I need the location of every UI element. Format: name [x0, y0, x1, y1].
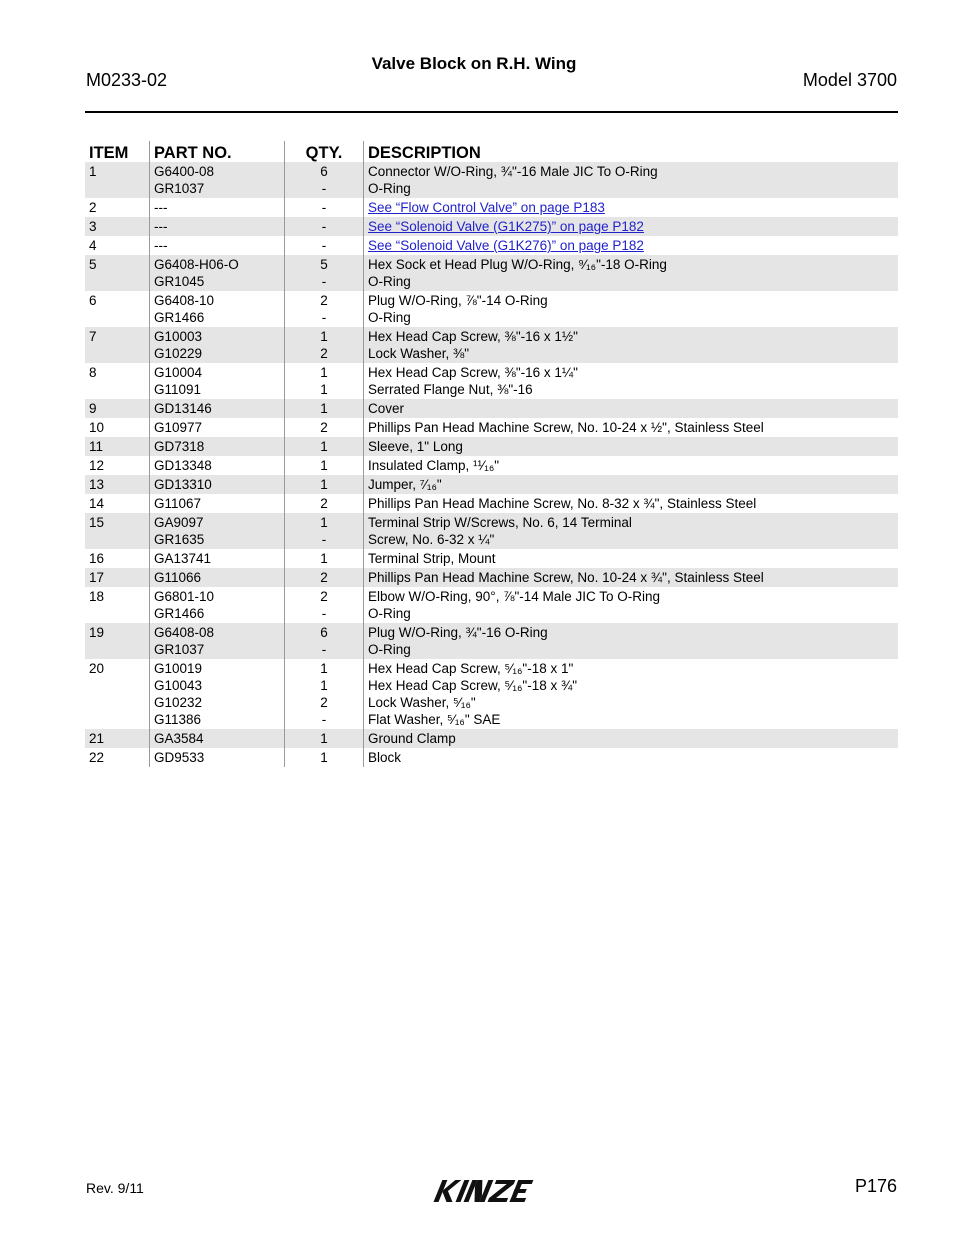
part-number: G10004 [154, 365, 203, 380]
quantity: 1 [320, 515, 328, 530]
quantity: 1 [320, 661, 328, 676]
quantity: 1 [320, 731, 328, 746]
quantity: 2 [320, 570, 328, 585]
item-number-cell: 7 [85, 327, 150, 363]
item-number-cell: 9 [85, 399, 150, 418]
item-number-cell: 2 [89, 200, 97, 215]
part-number: --- [154, 238, 168, 253]
description-cell [364, 437, 899, 456]
part-number: G11386 [154, 712, 202, 727]
description-line: Lock Washer, ⁵⁄₁₆" [368, 695, 476, 710]
quantity-cell [285, 568, 364, 587]
quantity: 1 [320, 458, 328, 473]
description-line: Terminal Strip, Mount [368, 551, 496, 566]
item-number-cell: 14 [89, 496, 105, 511]
part-number: GR1045 [154, 274, 205, 289]
part-number: G10232 [154, 695, 203, 710]
description-line: Phillips Pan Head Machine Screw, No. 8-32 x ¾", Stainless Steel [368, 496, 757, 511]
part-number-cell [150, 729, 285, 748]
quantity-cell [285, 236, 364, 255]
description-line: Terminal Strip W/Screws, No. 6, 14 Terminal [368, 515, 632, 530]
description-cell [364, 549, 899, 568]
description-cell [364, 255, 899, 291]
description-cell [364, 198, 899, 217]
page-number: P176 [854, 1176, 897, 1196]
quantity: - [321, 219, 327, 234]
quantity-cell [285, 456, 364, 475]
item-number-cell: 17 [85, 568, 150, 587]
description-cell [364, 327, 899, 363]
cross-reference-link[interactable]: See “Flow Control Valve” on page P183 [368, 200, 605, 215]
item-number-cell: 16 [89, 551, 105, 566]
part-number: GA3584 [154, 731, 204, 746]
quantity-cell [285, 217, 364, 236]
quantity-cell [285, 587, 364, 623]
item-number-cell: 1 [85, 162, 150, 198]
table-row [85, 623, 898, 659]
part-number-cell [150, 748, 285, 767]
part-number: GR1037 [154, 642, 205, 657]
part-number: GR1466 [154, 606, 205, 621]
part-number-cell [150, 549, 285, 568]
description-line: O-Ring [368, 642, 411, 657]
description-line: O-Ring [368, 606, 411, 621]
table-row [85, 399, 898, 418]
cross-reference-link[interactable]: See “Solenoid Valve (G1K276)” on page P182 [368, 238, 644, 253]
table-row [85, 291, 898, 327]
part-number: --- [154, 219, 168, 234]
quantity: 1 [320, 551, 328, 566]
quantity-cell [285, 475, 364, 494]
part-number-cell [150, 659, 285, 729]
part-number-cell [150, 587, 285, 623]
quantity-cell [285, 363, 364, 399]
description-line: O-Ring [368, 310, 411, 325]
quantity: 6 [320, 164, 328, 179]
table-row [85, 437, 898, 456]
part-number: G11091 [154, 382, 202, 397]
part-number-cell [150, 327, 285, 363]
part-number: G10019 [154, 661, 203, 676]
part-number: G11066 [154, 570, 202, 585]
column-header-description: DESCRIPTION [364, 141, 899, 162]
part-number: G10043 [154, 678, 203, 693]
part-number: G6408-08 [154, 625, 215, 640]
quantity: 2 [320, 346, 328, 361]
quantity: 2 [320, 695, 328, 710]
part-number: G6400-08 [154, 164, 215, 179]
parts-table-body [85, 162, 898, 767]
table-row [85, 659, 898, 729]
description-line: Hex Head Cap Screw, ⅜"-16 x 1¼" [368, 365, 578, 380]
quantity: - [321, 310, 327, 325]
description-cell [364, 418, 899, 437]
table-header-row [85, 141, 898, 162]
table-row [85, 217, 898, 236]
column-header-part-no: PART NO. [150, 141, 285, 162]
table-row [85, 549, 898, 568]
description-cell [364, 217, 899, 236]
description-line: Hex Head Cap Screw, ⅜"-16 x 1½" [368, 329, 578, 344]
description-cell [364, 162, 899, 198]
quantity-cell [285, 623, 364, 659]
description-line: Block [368, 750, 402, 765]
description-cell [364, 475, 899, 494]
part-number: G6801-10 [154, 589, 215, 604]
page-title: Valve Block on R.H. Wing [371, 54, 577, 73]
quantity: 5 [320, 257, 328, 272]
description-line: Ground Clamp [368, 731, 456, 746]
part-number: GR1037 [154, 181, 205, 196]
table-row [85, 327, 898, 363]
description-cell [364, 513, 899, 549]
description-line: Insulated Clamp, ¹¹⁄₁₆" [368, 458, 500, 473]
table-row [85, 729, 898, 748]
description-cell [364, 236, 899, 255]
part-number-cell [150, 475, 285, 494]
table-row [85, 568, 898, 587]
part-number: GR1635 [154, 532, 205, 547]
quantity: 1 [320, 678, 328, 693]
item-number-cell: 21 [85, 729, 150, 748]
description-line: Jumper, ⁷⁄₁₆" [368, 477, 442, 492]
item-number-cell: 3 [85, 217, 150, 236]
description-line: Hex Head Cap Screw, ⁵⁄₁₆"-18 x 1" [368, 661, 574, 676]
quantity-cell [285, 748, 364, 767]
item-number-cell: 11 [85, 437, 150, 456]
quantity-cell [285, 399, 364, 418]
table-row [85, 236, 898, 255]
part-number: G11067 [154, 496, 202, 511]
description-cell [364, 399, 899, 418]
part-number: G6408-H06-O [154, 257, 239, 272]
part-number-cell [150, 363, 285, 399]
description-cell [364, 291, 899, 327]
column-header-item: ITEM [89, 144, 129, 162]
quantity-cell [285, 418, 364, 437]
part-number: G10229 [154, 346, 203, 361]
kinze-logo [430, 1176, 552, 1206]
description-line: Phillips Pan Head Machine Screw, No. 10-24 x ½", Stainless Steel [368, 420, 764, 435]
quantity: - [321, 606, 327, 621]
quantity-cell [285, 729, 364, 748]
description-line: Hex Sock et Head Plug W/O-Ring, ⁹⁄₁₆"-18 O-Ring [368, 257, 667, 272]
part-number-cell [150, 623, 285, 659]
part-number: GD9533 [154, 750, 205, 765]
parts-table [85, 141, 898, 767]
quantity: - [321, 712, 327, 727]
item-number-cell: 22 [89, 750, 105, 765]
item-number-cell: 4 [89, 238, 97, 253]
cross-reference-link[interactable]: See “Solenoid Valve (G1K275)” on page P182 [368, 219, 644, 234]
quantity-cell [285, 437, 364, 456]
part-number: GD13310 [154, 477, 212, 492]
quantity-cell [285, 291, 364, 327]
table-row [85, 475, 898, 494]
description-line: Cover [368, 401, 405, 416]
description-cell [364, 659, 899, 729]
item-number-cell: 20 [89, 661, 105, 676]
item-number-cell: 8 [89, 365, 97, 380]
description-line: Plug W/O-Ring, ⅞"-14 O-Ring [368, 293, 548, 308]
description-line: Connector W/O-Ring, ¾"-16 Male JIC To O-Ring [368, 164, 658, 179]
description-line: Plug W/O-Ring, ¾"-16 O-Ring [368, 625, 548, 640]
part-number: --- [154, 200, 168, 215]
quantity-cell [285, 255, 364, 291]
description-line: Hex Head Cap Screw, ⁵⁄₁₆"-18 x ¾" [368, 678, 578, 693]
quantity: 2 [320, 293, 328, 308]
table-row [85, 162, 898, 198]
table-row [85, 198, 898, 217]
part-number-cell [150, 162, 285, 198]
description-line: O-Ring [368, 181, 411, 196]
quantity: - [321, 181, 327, 196]
description-line: Lock Washer, ⅜" [368, 346, 470, 361]
description-cell [364, 748, 899, 767]
part-number-cell [150, 437, 285, 456]
description-cell [364, 568, 899, 587]
part-number-cell [150, 568, 285, 587]
description-cell [364, 456, 899, 475]
description-line: Screw, No. 6-32 x ¼" [368, 532, 495, 547]
quantity: 1 [320, 401, 328, 416]
part-number: G10003 [154, 329, 203, 344]
table-row [85, 748, 898, 767]
part-number-cell [150, 399, 285, 418]
table-row [85, 255, 898, 291]
quantity-cell [285, 494, 364, 513]
quantity: 1 [320, 750, 328, 765]
quantity: 1 [320, 365, 328, 380]
quantity: 1 [320, 329, 328, 344]
part-number: GD7318 [154, 439, 205, 454]
item-number-cell: 19 [85, 623, 150, 659]
part-number: G6408-10 [154, 293, 215, 308]
revision-label: Rev. 9/11 [86, 1180, 144, 1196]
quantity-cell [285, 162, 364, 198]
quantity: 1 [320, 439, 328, 454]
quantity: - [321, 642, 327, 657]
column-header-qty: QTY. [285, 141, 364, 162]
description-line: Flat Washer, ⁵⁄₁₆" SAE [368, 712, 501, 727]
part-number: GD13146 [154, 401, 212, 416]
part-number-cell [150, 494, 285, 513]
description-cell [364, 363, 899, 399]
table-row [85, 456, 898, 475]
part-number-cell [150, 456, 285, 475]
header-rule [85, 111, 898, 113]
part-number-cell [150, 255, 285, 291]
quantity-cell [285, 549, 364, 568]
quantity: 1 [320, 382, 328, 397]
table-row [85, 363, 898, 399]
part-number: G10977 [154, 420, 203, 435]
part-number-cell [150, 291, 285, 327]
quantity-cell [285, 513, 364, 549]
description-line: Sleeve, 1" Long [368, 439, 463, 454]
table-row [85, 513, 898, 549]
description-cell [364, 587, 899, 623]
item-number-cell: 5 [85, 255, 150, 291]
item-number-cell: 6 [89, 293, 97, 308]
description-cell [364, 494, 899, 513]
item-number-cell: 15 [85, 513, 150, 549]
quantity: - [321, 238, 327, 253]
part-number: GA9097 [154, 515, 204, 530]
description-line: Phillips Pan Head Machine Screw, No. 10-24 x ¾", Stainless Steel [368, 570, 764, 585]
quantity-cell [285, 327, 364, 363]
table-row [85, 418, 898, 437]
description-cell [364, 623, 899, 659]
description-line: Serrated Flange Nut, ⅜"-16 [368, 382, 533, 397]
document-number: M0233-02 [86, 70, 168, 90]
item-number-cell: 13 [85, 475, 150, 494]
quantity: 2 [320, 420, 328, 435]
part-number-cell [150, 236, 285, 255]
quantity-cell [285, 198, 364, 217]
part-number: GR1466 [154, 310, 205, 325]
description-cell [364, 729, 899, 748]
quantity: - [321, 532, 327, 547]
item-number-cell: 18 [89, 589, 105, 604]
quantity-cell [285, 659, 364, 729]
quantity: - [321, 274, 327, 289]
description-line: O-Ring [368, 274, 411, 289]
part-number-cell [150, 217, 285, 236]
part-number-cell [150, 198, 285, 217]
item-number-cell: 10 [89, 420, 105, 435]
quantity: 2 [320, 496, 328, 511]
quantity: - [321, 200, 327, 215]
part-number: GD13348 [154, 458, 212, 473]
table-row [85, 587, 898, 623]
description-line: Elbow W/O-Ring, 90°, ⅞"-14 Male JIC To O-Ring [368, 589, 661, 604]
model-label: Model 3700 [802, 70, 897, 90]
table-row [85, 494, 898, 513]
quantity: 1 [320, 477, 328, 492]
quantity: 2 [320, 589, 328, 604]
part-number-cell [150, 418, 285, 437]
item-number-cell: 12 [89, 458, 105, 473]
quantity: 6 [320, 625, 328, 640]
part-number-cell [150, 513, 285, 549]
part-number: GA13741 [154, 551, 212, 566]
